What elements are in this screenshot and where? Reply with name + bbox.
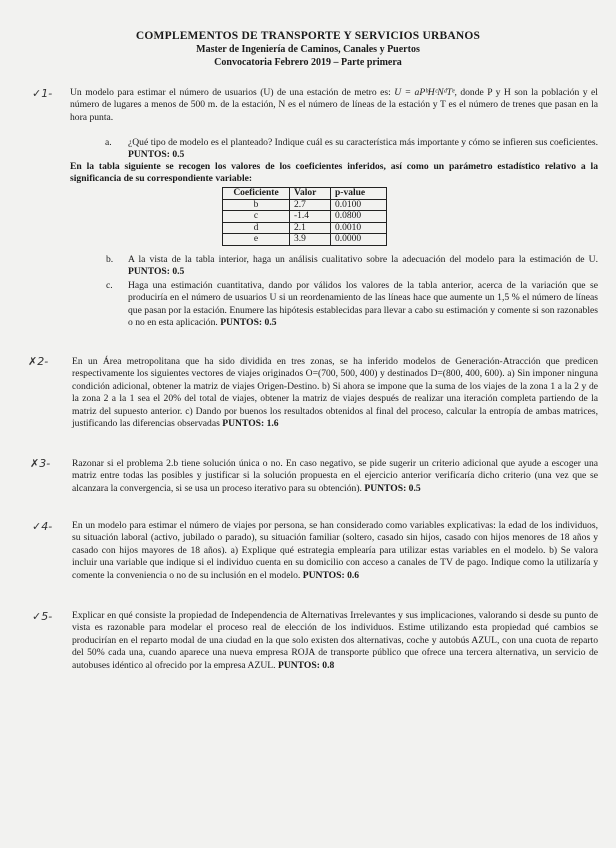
table-cell: 0.0100 [331,199,387,211]
q1b-text [128,254,598,279]
table-cell: 0.0800 [331,211,387,223]
table-header: Valor [290,188,331,200]
q4-points: PUNTOS: 0.6 [302,569,360,581]
table-cell: e [223,234,290,246]
table-row [223,199,387,211]
q1b-question: A la vista de la tabla interior, haga un análisis cualitativo sobre la adecuación del modelo para la estimación de U. [128,254,598,265]
q1-intro [70,87,598,124]
q2-handwritten-mark: ✗2- [28,355,49,368]
q5-points: PUNTOS: 0.8 [277,659,335,671]
q1c-points: PUNTOS: 0.5 [220,317,277,329]
q1a-label: a. [105,137,112,148]
q3-handwritten-mark: ✗3- [30,457,51,470]
q1c-label: c. [106,280,113,291]
q4-question: En un modelo para estimar el número de viajes por persona, se han considerado como variables explicativas: la edad de los individuos, su situación laboral (activo, jubilado o parado), su situación familiar (soltero, casado sin hijos, casado con hijos menores de 18 años y casado con hijos mayores de 18 años). a) Explique qué estrategia emplearía para utilizar estas variables en el modelo. b) Se valora incluir una variable que indique si el individuo cuenta en su domicilio con acceso a canales de TV de pago. Indique como la utilizaría y comente la conveniencia o no de su inclusión en el modelo. [72,520,598,581]
q2-question: En un Área metropolitana que ha sido dividida en tres zonas, se ha inferido modelos de Generación-Atracción que predicen respectivamente los siguientes vectores de viajes originados O=(700, 500, 400) y destinados D=(800, 400, 600). a) Sin imponer ninguna condición adicional, obtener la matriz de viajes Origen-Destino. b) Si ahora se impone que la suma de los viajes de la zona 1 a la 2 y de la zona 2 a la 1 sea el 20% del total de viajes, obtener la matriz de viajes después de realizar una iteración completa partiendo de la matriz del supuesto anterior. c) Dando por buenos los resultados obtenidos al final del proceso, calcular la entropía de ambas matrices, justificando las diferencias observadas [72,356,598,430]
q1a-question: ¿Qué tipo de modelo es el planteado? Indique cuál es su característica más importante y cómo se infieren sus coeficientes. [128,137,598,148]
exam-subtitle: Master de Ingeniería de Caminos, Canales y Puertos [196,44,420,55]
table-cell: 2.1 [290,222,331,234]
table-cell: 0.0000 [331,234,387,246]
table-row [223,211,387,223]
q5-question: Explicar en qué consiste la propiedad de Independencia de Alternativas Irrelevantes y sus implicaciones, valorando si desde su punto de vista es razonable para modelar el proceso real de elección de los individuos. Estime utilizando esta propiedad qué cambios se producirían en el reparto modal de una ciudad en la que solo existen dos alternativas, coche y autobús AZUL, con una cuota de reparto del 50% cada una, cuando aparece una nueva empresa ROJA de transporte público que ofrece una tercera alternativa, un servicio de autobuses idéntico al ofrecido por la empresa AZUL. [72,610,598,671]
table-header: Coeficiente [223,188,290,200]
q3-question: Razonar si el problema 2.b tiene solución única o no. En caso negativo, se pide sugerir un criterio adicional que ayude a escoger una matriz entre todas las posibles y justificar si la solución propuesta en el ejercicio anterior verificaría dicho criterio (una vez que se alcanzara la convergencia, si se usa un proceso iterativo para su obtención). [72,458,598,494]
table-cell: 2.7 [290,199,331,211]
q1a-text [128,137,598,162]
exam-title: COMPLEMENTOS DE TRANSPORTE Y SERVICIOS URBANOS [135,30,481,42]
q1c-question: Haga una estimación cuantitativa, dando por válidos los valores de la tabla anterior, acerca de la variación que se produciría en el número de usuarios U si un reordenamiento de las líneas hace que aumente un 1,5 % el número de líneas que pasan por la estación. Enumere las hipótesis establecidas para llevar a cabo su estimación y comente si son razonables o no en esta aplicación. [128,280,598,329]
coefficients-table [222,187,387,246]
q3-points: PUNTOS: 0.5 [364,482,421,494]
q4-handwritten-mark: ✓4- [32,520,53,533]
q1a-points: PUNTOS: 0.5 [128,149,185,161]
q1b-label: b. [106,254,114,265]
table-cell: b [223,199,290,211]
q1-handwritten-mark: ✓1- [32,87,53,100]
q1-table-intro: En la tabla siguiente se recogen los valores de los coeficientes inferidos, así como un parámetro estadístico relativo a la significancia de su correspondiente variable: [70,161,598,185]
q3-text [72,458,598,495]
q2-points: PUNTOS: 1.6 [222,418,279,430]
q2-text [72,356,598,430]
table-cell: c [223,211,290,223]
table-header-row [223,188,387,200]
table-cell: 3.9 [290,234,331,246]
table-row [223,234,387,246]
q1c-text [128,280,598,330]
table-cell: 0.0010 [331,222,387,234]
q1-intro-pre: Un modelo para estimar el número de usuarios (U) de una estación de metro es: [70,87,391,98]
q5-text [72,610,598,672]
exam-session: Convocatoria Febrero 2019 – Parte primera [214,57,402,68]
table-cell: d [223,222,290,234]
table-cell: -1.4 [290,211,331,223]
q4-text [72,520,598,582]
q1-formula: U = aPᵇHᶜNᵈTᵉ, [394,87,457,98]
q1b-points: PUNTOS: 0.5 [128,266,185,278]
table-header: p-value [331,188,387,200]
q1-intro-post: donde P y H son la población y el número de lugares a menos de 500 m. de la estación, N es el número de líneas de la estación y T es el número de trenes que pasan en la hora punta. [70,87,598,123]
table-row [223,222,387,234]
q5-handwritten-mark: ✓5- [32,610,53,623]
